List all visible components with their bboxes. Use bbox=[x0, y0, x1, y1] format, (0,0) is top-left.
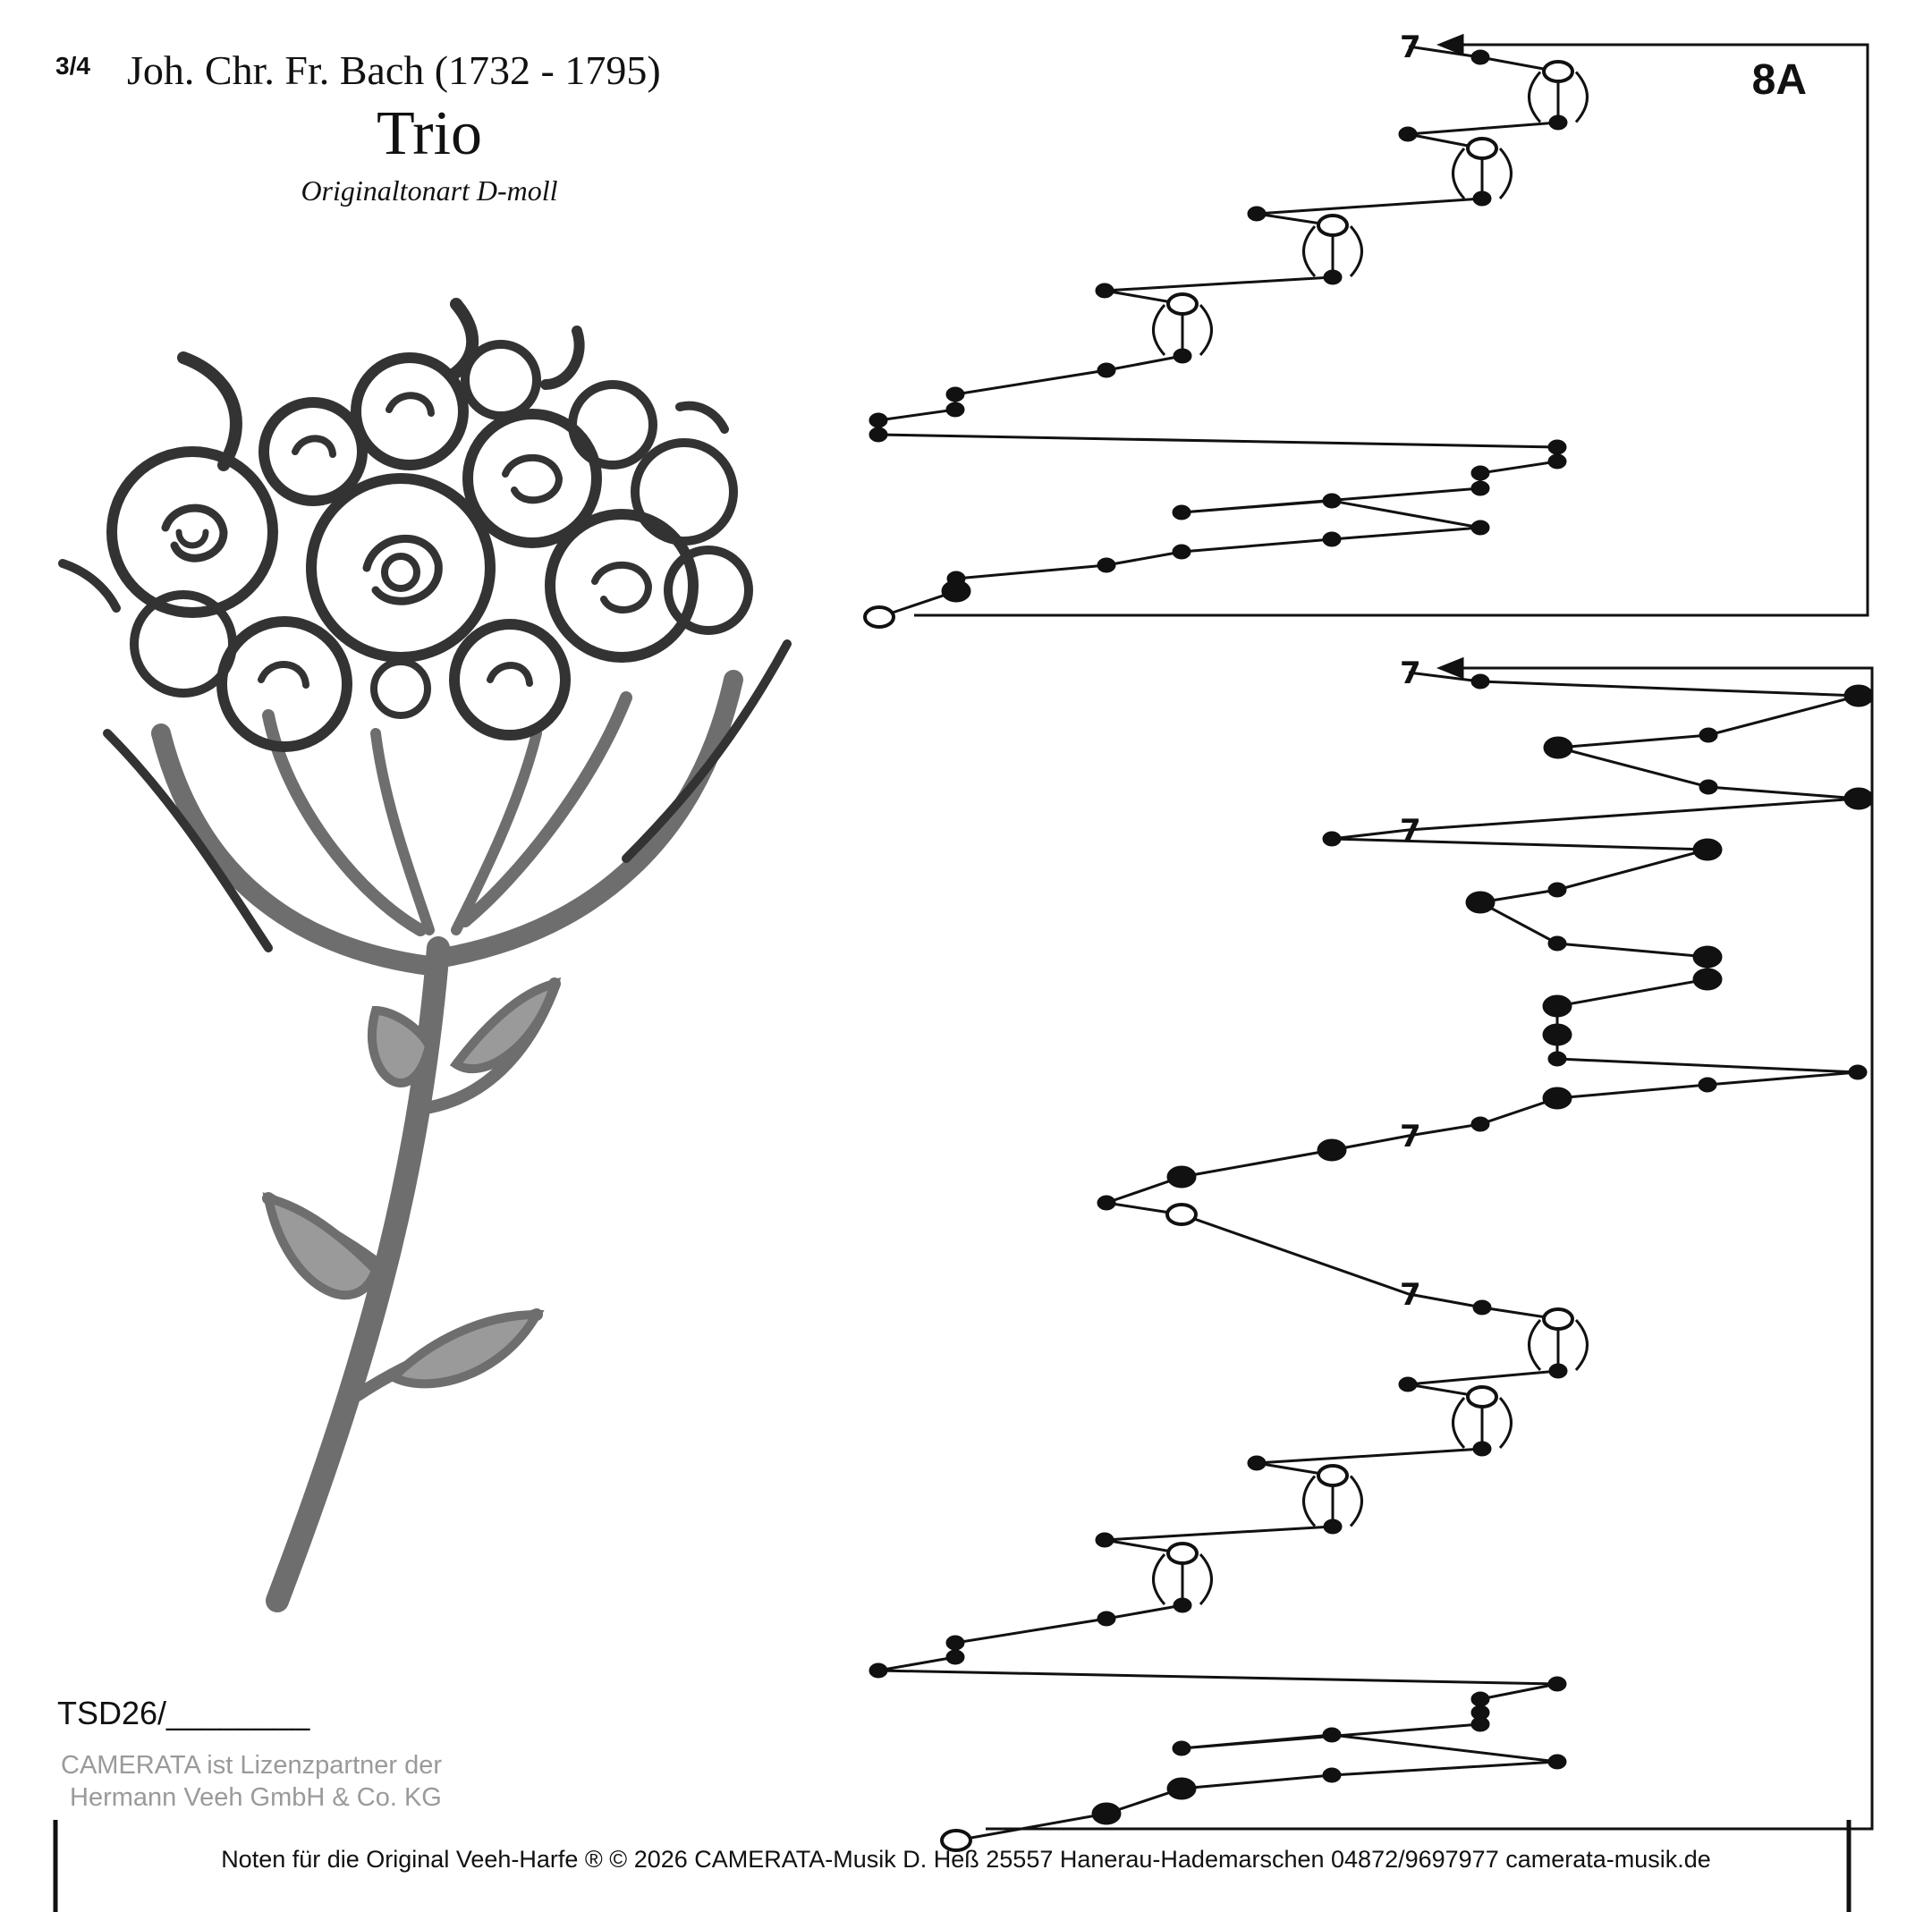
eighth-note bbox=[1548, 883, 1566, 897]
eighth-note bbox=[1323, 1768, 1341, 1782]
eighth-note bbox=[1849, 1065, 1867, 1079]
half-note bbox=[1167, 1205, 1196, 1224]
piece-title: Trio bbox=[376, 99, 483, 168]
catalog-number-field: TSD26/________ bbox=[57, 1695, 310, 1731]
eighth-note bbox=[1096, 283, 1114, 298]
eighth-note bbox=[1473, 1442, 1491, 1456]
eighth-note bbox=[1473, 191, 1491, 206]
eighth-note bbox=[1097, 558, 1115, 572]
eighth-note bbox=[1699, 728, 1717, 742]
quarter-note bbox=[1693, 946, 1722, 968]
eighth-note bbox=[1471, 50, 1489, 64]
half-note bbox=[1468, 1387, 1496, 1407]
eighth-note bbox=[1471, 1117, 1489, 1131]
quarter-note bbox=[1466, 892, 1495, 913]
eighth-note bbox=[1248, 207, 1266, 221]
eighth-note bbox=[1699, 1078, 1716, 1092]
eighth-note bbox=[1174, 1598, 1191, 1612]
quarter-note bbox=[1844, 685, 1873, 706]
eighth-note bbox=[1248, 1456, 1266, 1470]
eighth-note bbox=[1471, 1692, 1489, 1706]
eighth-note bbox=[869, 1663, 887, 1678]
eighth-note bbox=[869, 427, 887, 442]
half-note bbox=[865, 607, 894, 627]
eighth-note bbox=[1097, 363, 1115, 377]
repeat-arrow-lower bbox=[1440, 659, 1462, 677]
eighth-note bbox=[1173, 545, 1191, 559]
quarter-note bbox=[1167, 1778, 1196, 1799]
half-note bbox=[1318, 216, 1347, 235]
quarter-note bbox=[1544, 737, 1572, 758]
quarter-note bbox=[1092, 1803, 1121, 1824]
quarter-note bbox=[942, 580, 970, 602]
eighth-note bbox=[1549, 115, 1567, 130]
half-note bbox=[1544, 1309, 1572, 1329]
eighth-note bbox=[1549, 1364, 1567, 1378]
quarter-note bbox=[1318, 1139, 1346, 1161]
eighth-rest-icon: 7 bbox=[1400, 1277, 1421, 1313]
eighth-note bbox=[946, 387, 964, 402]
sheet-number: 8A bbox=[1751, 56, 1807, 104]
eighth-rest-icon: 7 bbox=[1400, 30, 1421, 65]
eighth-note bbox=[1173, 1741, 1191, 1755]
time-signature: 3/4 bbox=[55, 52, 90, 80]
eighth-note bbox=[1323, 532, 1341, 546]
eighth-note bbox=[1399, 127, 1417, 141]
eighth-note bbox=[1699, 780, 1717, 794]
repeat-bracket-upper bbox=[914, 45, 1868, 615]
eighth-note bbox=[1548, 1052, 1566, 1066]
eighth-note bbox=[1548, 936, 1566, 951]
eighth-note bbox=[1471, 674, 1489, 689]
eighth-note bbox=[1323, 1728, 1341, 1742]
eighth-note bbox=[1548, 1677, 1566, 1691]
half-note bbox=[1318, 1466, 1347, 1485]
quarter-note bbox=[1543, 1087, 1572, 1109]
eighth-note bbox=[946, 1636, 964, 1650]
half-note bbox=[1468, 139, 1496, 158]
eighth-note bbox=[1097, 1612, 1115, 1626]
eighth-note bbox=[1471, 466, 1489, 480]
eighth-note bbox=[1096, 1533, 1114, 1547]
license-line-1: CAMERATA ist Lizenzpartner der bbox=[61, 1751, 443, 1780]
half-note bbox=[1168, 294, 1197, 314]
quarter-note bbox=[1693, 839, 1722, 860]
composer-name: Joh. Chr. Fr. Bach (1732 - 1795) bbox=[127, 47, 661, 93]
eighth-note bbox=[1548, 440, 1566, 454]
eighth-note bbox=[1173, 505, 1191, 520]
quarter-note bbox=[1543, 995, 1572, 1017]
eighth-note bbox=[869, 413, 887, 427]
quarter-note bbox=[1543, 1024, 1572, 1045]
half-note bbox=[1544, 62, 1572, 81]
eighth-note bbox=[1323, 494, 1341, 508]
license-line-2: Hermann Veeh GmbH & Co. KG bbox=[70, 1783, 442, 1812]
eighth-note bbox=[1399, 1377, 1417, 1392]
quarter-note bbox=[1693, 969, 1722, 990]
quarter-note bbox=[1844, 788, 1873, 809]
eighth-rest-icon: 7 bbox=[1400, 1119, 1421, 1155]
eighth-rest-icon: 7 bbox=[1400, 813, 1421, 849]
eighth-note bbox=[1174, 349, 1191, 363]
eighth-note bbox=[1471, 1717, 1489, 1731]
original-key: Originaltonart D-moll bbox=[301, 174, 558, 207]
eighth-note bbox=[1324, 270, 1342, 284]
eighth-note bbox=[946, 1650, 964, 1664]
eighth-note bbox=[1471, 520, 1489, 535]
eighth-note bbox=[1323, 832, 1341, 846]
publisher-footer: Noten für die Original Veeh-Harfe ® © 2026 CAMERATA-Musik D. Heß 25557 Hanerau-Hademarschen 04872/9697977 camerata-musik.de bbox=[221, 1846, 1711, 1873]
eighth-rest-icon: 7 bbox=[1400, 656, 1421, 691]
eighth-note bbox=[1548, 1755, 1566, 1769]
eighth-note bbox=[1324, 1519, 1342, 1534]
eighth-note bbox=[1473, 1300, 1491, 1315]
half-note bbox=[1168, 1544, 1197, 1563]
eighth-note bbox=[1471, 481, 1489, 495]
quarter-note bbox=[1167, 1166, 1196, 1188]
eighth-note bbox=[946, 402, 964, 417]
eighth-note bbox=[1097, 1196, 1115, 1210]
eighth-note bbox=[1548, 454, 1566, 469]
